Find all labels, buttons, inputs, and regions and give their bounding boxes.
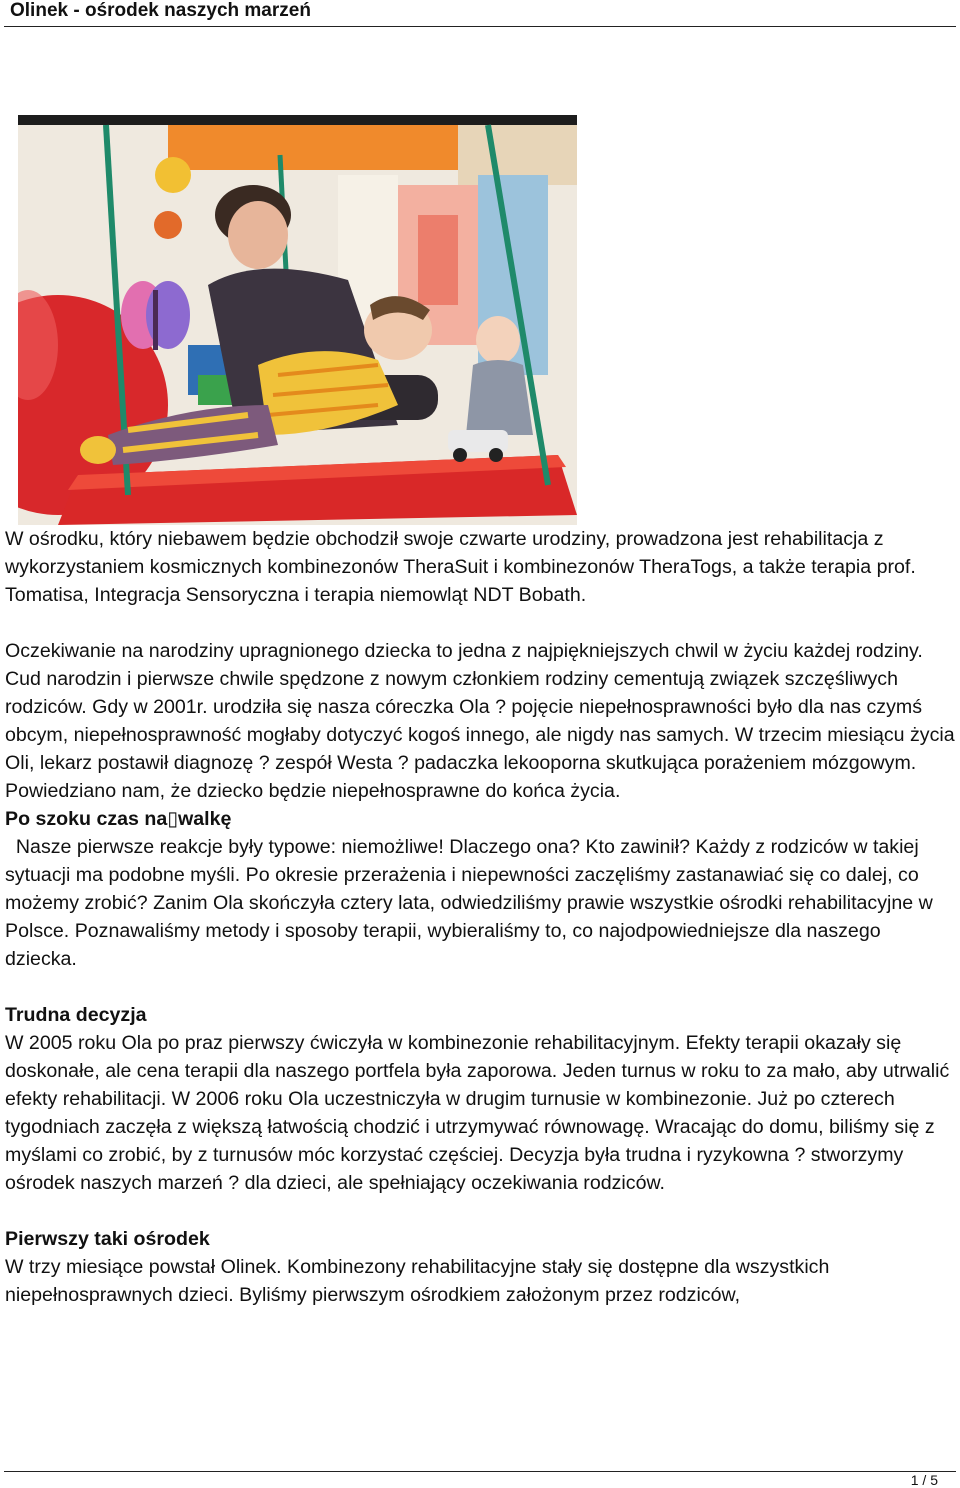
photo-therapy-illustration [18, 115, 577, 525]
intro-paragraph: W ośrodku, który niebawem będzie obchodził swoje czwarte urodziny, prowadzona jest rehabilitacja z wykorzystaniem kosmicznych kombinezonów TheraSuit i kombinezonów TheraTogs, a także terapia prof. Tomatisa, Integracja Sensoryczna i terapia niemowląt NDT Bobath. [5, 528, 916, 606]
story-paragraph: Oczekiwanie na narodziny upragnionego dziecka to jedna z najpiękniejszych chwil w życiu każdej rodziny. Cud narodzin i pierwsze chwile spędzone z nowym członkiem rodziny cementują związek szczęśliwych rodziców. Gdy w 2001r. urodziła się nasza córeczka Ola ? pojęcie niepełnosprawności było dla nas czymś obcym, niepełnosprawność mogłaby dotyczyć kogoś innego, ale nigdy nas samych. W trzecim miesiącu życia Oli, lekarz postawił diagnozę ? zespół Westa ? padaczka lekooporna skutkująca porażeniem mózgowym. Powiedziano nam, że dziecko będzie niepełnosprawne do końca życia. [5, 640, 955, 802]
page-footer [4, 1471, 956, 1488]
page-title: Olinek - ośrodek naszych marzeń [10, 0, 311, 21]
page-number: 1 / 5 [910, 1472, 938, 1488]
reactions-paragraph: Nasze pierwsze reakcje były typowe: niemożliwe! Dlaczego ona? Kto zawinił? Każdy z rodziców w takiej sytuacji ma podobne myśli. Po okresie przerażenia i niepewności zaczęliśmy zastanawiać się co dalej, co możemy zrobić? Zanim Ola skończyła cztery lata, odwiedziliśmy prawie wszystkie ośrodki rehabilitacyjne w Polsce. Poznawaliśmy metody i sposoby terapii, wybieraliśmy to, co najodpowiedniejsze dla naszego dziecka. [5, 836, 939, 970]
decision-paragraph: W 2005 roku Ola po praz pierwszy ćwiczyła w kombinezonie rehabilitacyjnym. Efekty terapii okazały się doskonałe, ale cena terapii dla naszego portfela była zaporowa. Jeden turnus w roku to za mało, aby utrwalić efekty rehabilitacji. W 2006 roku Ola uczestniczyła w drugim turnusie w kombinezonie. Już po czterech tygodniach zaczęła z większą łatwością chodzić i utrzymywać równowagę. Wracając do domu, biliśmy się z myślami co zrobić, by z turnusów móc korzystać częściej. Decyzja była trudna i ryzykowna ? stworzymy ośrodek naszych marzeń ? dla dzieci, ale spełniający oczekiwania rodziców. [5, 1032, 950, 1194]
article-body [5, 525, 955, 1309]
center-paragraph: W trzy miesiące powstał Olinek. Kombinezony rehabilitacyjne stały się dostępne dla wszystkich niepełnosprawnych dzieci. Byliśmy pierwszym ośrodkiem założonym przez rodziców, [5, 1256, 830, 1306]
section-heading-osrodek: Pierwszy taki ośrodek [5, 1228, 210, 1250]
section-heading-walka: Po szoku czas na▯walkę [5, 808, 232, 830]
hero-photo [18, 115, 577, 525]
section-heading-decyzja: Trudna decyzja [5, 1004, 147, 1026]
page-header [4, 0, 956, 27]
